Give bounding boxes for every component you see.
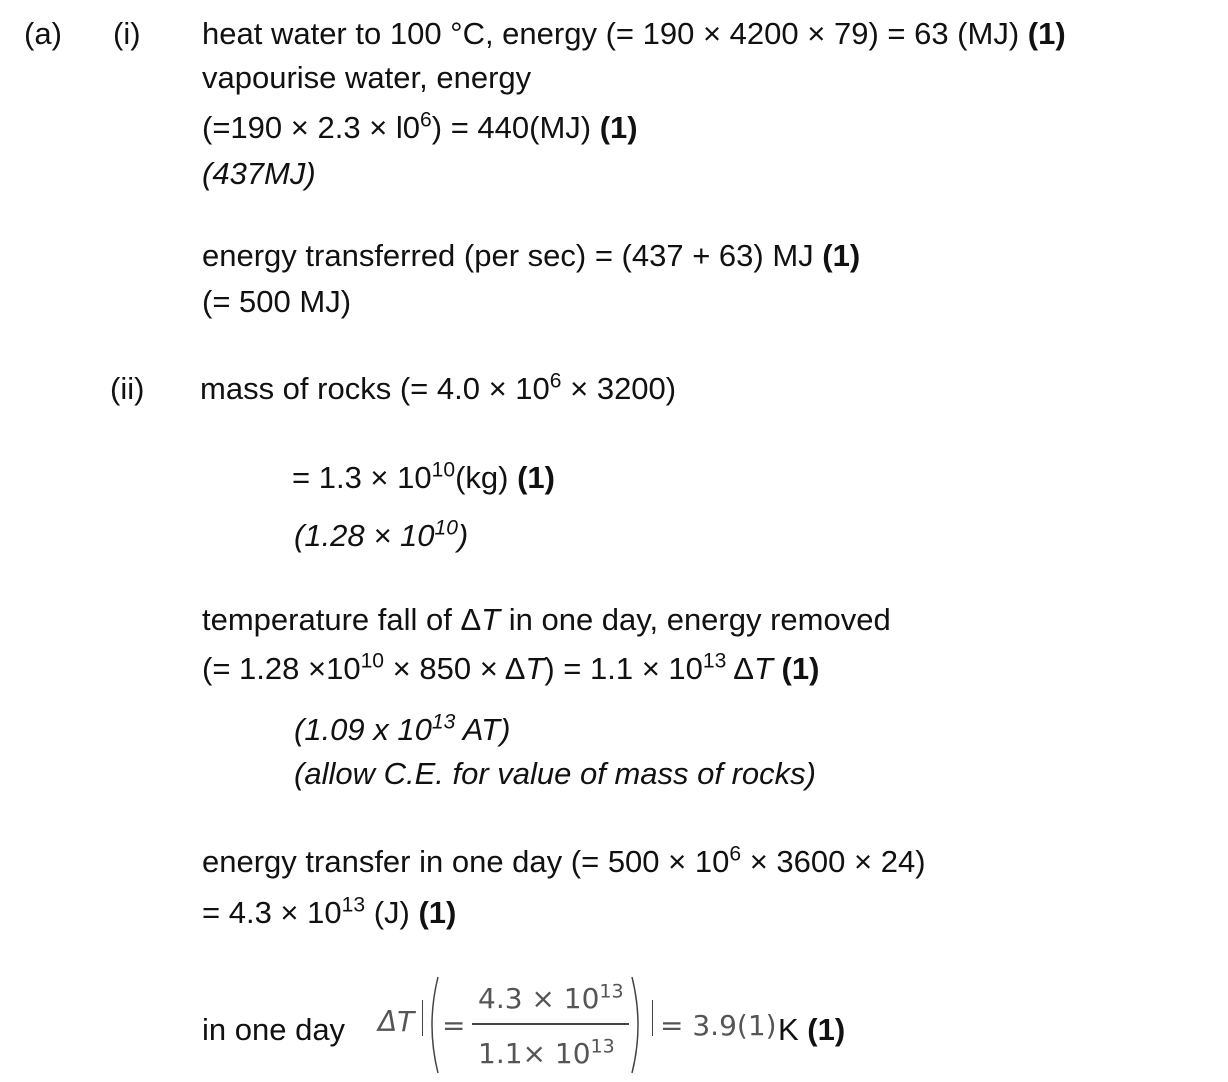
alt-answer-437: (437MJ): [202, 156, 316, 191]
mark: (1): [599, 110, 638, 145]
mark: (1): [781, 651, 820, 686]
alt-energy-removed: (1.09 x $10^{13}$ AT): [294, 710, 511, 747]
energy-transfer-result: = $4.3 \times 10^{13}$ (J) (1): [202, 893, 457, 930]
delta-t-symbol: ΔT: [378, 1005, 415, 1038]
allow-ce-note: (allow C.E. for value of mass of rocks): [294, 756, 816, 791]
part-a-label: (a): [24, 16, 62, 51]
alt-mass-line: $(1.28 \times 10^{10})$: [294, 516, 469, 553]
part-i-label: (i): [113, 16, 141, 51]
right-paren: [630, 975, 646, 1075]
result-value: = 3.9(1): [660, 1009, 777, 1042]
in-one-day-label: in one day: [202, 1012, 346, 1047]
energy-500-line: (= 500 MJ): [202, 284, 352, 319]
energy-transferred-line: energy transferred (per sec) = (437 + 63) MJ (1): [202, 238, 861, 273]
right-bar: [652, 1000, 654, 1036]
final-result-unit: K (1): [778, 1012, 846, 1047]
energy-removed-line: (= $1.28 \times 10^{10} \times 850 \times \Delta T) = 1.1 \times 10^{13}$ ΔT (1): [202, 649, 820, 686]
fraction-bar: [472, 1023, 629, 1025]
fraction-numerator: $4.3 \times 10^{13}$: [478, 980, 624, 1015]
left-paren: [424, 975, 440, 1075]
fraction-denominator: $1.1\times 10^{13}$: [478, 1035, 615, 1070]
mark: (1): [807, 1012, 846, 1047]
vapourise-line: vapourise water, energy: [202, 60, 532, 95]
heat-water-line: heat water to 100 °C, energy (= 190 × 4200 × 79) = 63 (MJ) (1): [202, 16, 1066, 51]
equals-sign-1: =: [442, 1009, 466, 1042]
temperature-fall-line: temperature fall of ΔT in one day, energy removed: [202, 602, 891, 637]
energy-transfer-day-line: energy transfer in one day (= $500 \times 10^6 \times 3600 \times 24$): [202, 842, 926, 879]
mark: (1): [1027, 16, 1066, 51]
vapourise-energy-line: $(=190 \times 2.3 \times l0^6) = 440(MJ)$ (1): [202, 108, 638, 145]
part-ii-label: (ii): [110, 371, 145, 406]
mass-of-rocks-line: mass of rocks (= $4.0 \times 10^6 \times 3200$): [200, 369, 677, 406]
mark: (1): [822, 238, 861, 273]
mass-result-line: = $1.3 \times 10^{10}(kg)$ (1): [292, 458, 555, 495]
mark: (1): [418, 895, 457, 930]
mark: (1): [517, 460, 555, 495]
